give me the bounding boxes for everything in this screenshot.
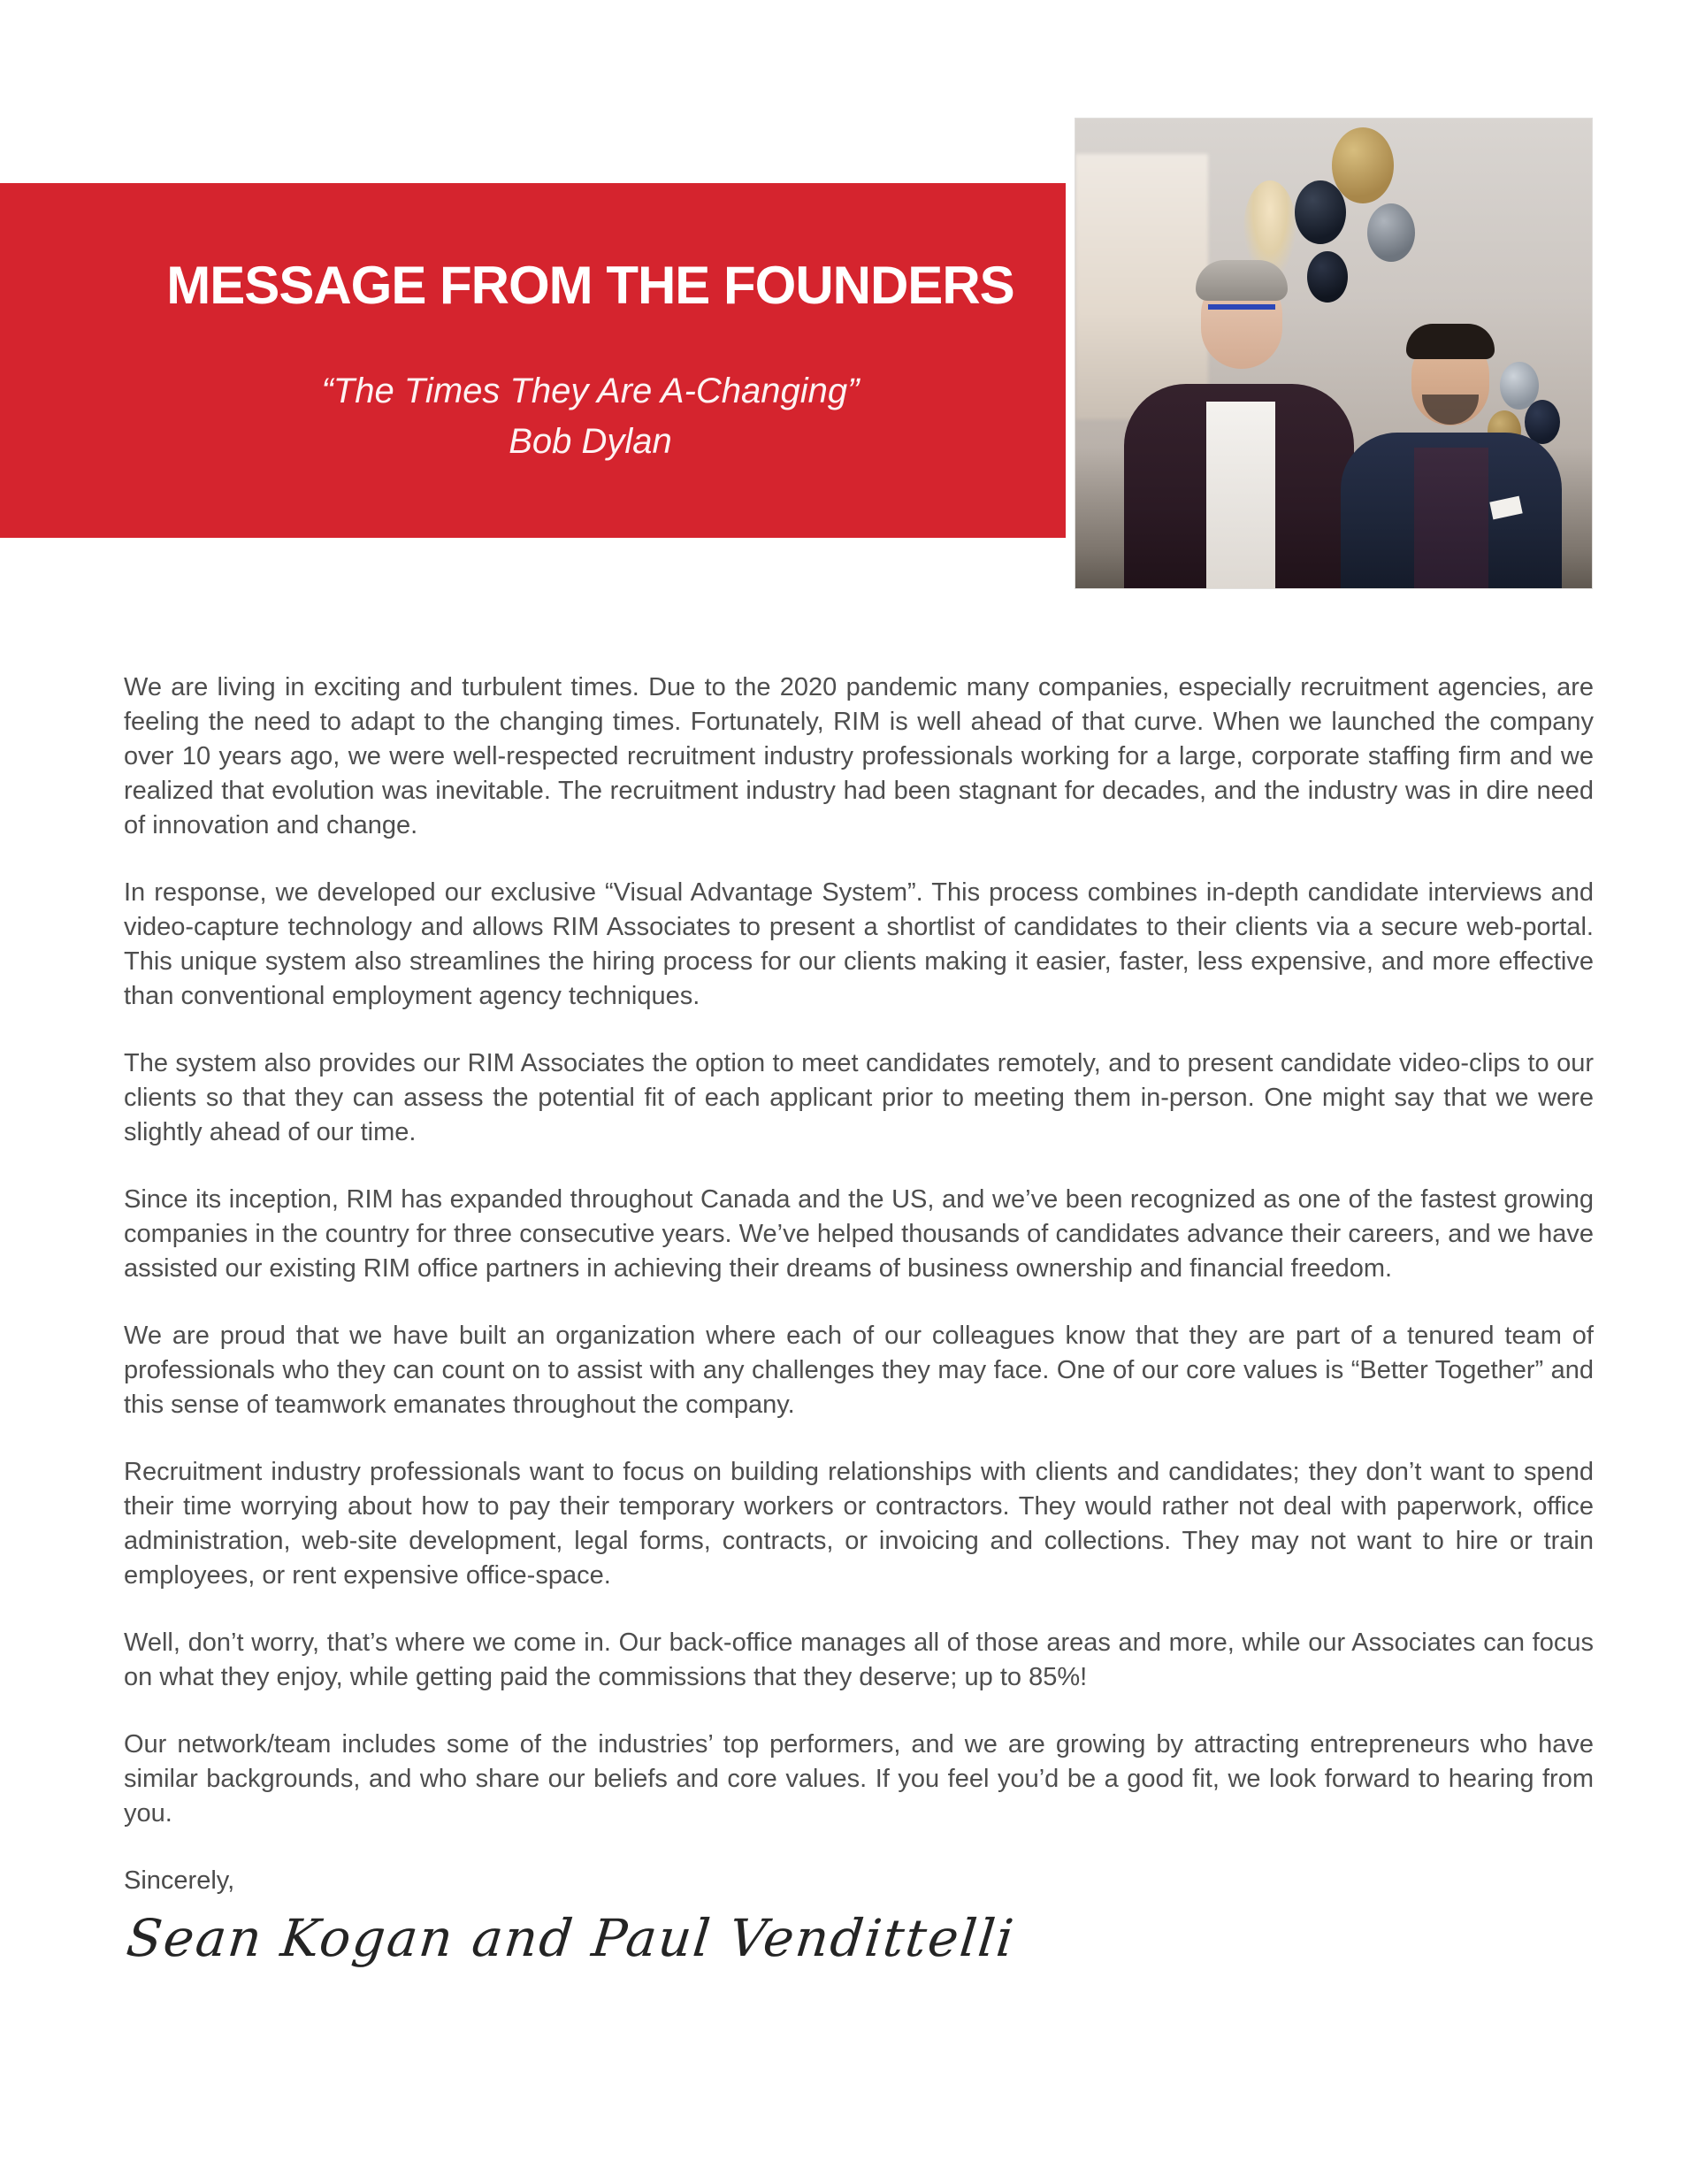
body-paragraph: Since its inception, RIM has expanded throughout Canada and the US, and we’ve been recognized as one of the fastest growing companies in the country for three consecutive years. We’ve helped thousands of candidates advance their careers, and we have assisted our existing RIM office partners in achieving their dreams of business ownership and financial freedom. xyxy=(124,1185,1594,1283)
signature-text: Sean Kogan and Paul Vendittelli xyxy=(123,1908,1018,1968)
letter-body xyxy=(124,671,1594,1967)
photo-figure-right-shirt xyxy=(1414,448,1488,589)
body-paragraph: We are proud that we have built an organization where each of our colleagues know that they are part of a tenured team of professionals who they can count on to assist with any challenges they may face. One of our core values is “Better Together” and this sense of teamwork emanates throughout the company. xyxy=(124,1322,1594,1419)
body-paragraph: The system also provides our RIM Associates the option to meet candidates remotely, and to present candidate video-clips to our clients so that they can assess the potential fit of each applicant prior to meeting them in-person. One might say that we were slightly ahead of our time. xyxy=(124,1049,1594,1146)
body-paragraph: Our network/team includes some of the industries’ top performers, and we are growing by attracting entrepreneurs who have similar backgrounds, and who share our beliefs and core values. If you feel you’d be a good fit, we look forward to hearing from you. xyxy=(124,1730,1594,1828)
photo-figure-right-hair xyxy=(1406,324,1495,359)
body-paragraph: In response, we developed our exclusive “Visual Advantage System”. This process combines in-depth candidate interviews and video-capture technology and allows RIM Associates to present a shortlist of candidates to their clients via a secure web-portal. This unique system also streamlines the hiring process for our clients making it easier, faster, less expensive, and more effective than conventional employment agency techniques. xyxy=(124,878,1594,1010)
photo-window-light xyxy=(1075,154,1208,419)
photo-balloon xyxy=(1295,180,1346,244)
closing-text: Sincerely, xyxy=(124,1866,235,1895)
founders-photo xyxy=(1075,118,1593,589)
body-paragraph: Recruitment industry professionals want to focus on building relationships with clients and candidates; they don’t want to spend their time worrying about how to pay their temporary workers or contractors. They would rather not deal with paperwork, office administration, web-site development, legal forms, contracts, or invoicing and collections. They may not want to hire or train employees, or rent expensive office-space. xyxy=(124,1458,1594,1590)
header-banner xyxy=(0,183,1066,538)
header-banner-content xyxy=(115,183,1066,538)
body-paragraph: Well, don’t worry, that’s where we come in. Our back-office manages all of those areas and more, while our Associates can focus on what they enjoy, while getting paid the commissions that they deserve; up to 85%! xyxy=(124,1628,1594,1691)
photo-balloon xyxy=(1367,203,1415,262)
banner-quote-attribution: Bob Dylan xyxy=(509,422,672,461)
page-title: MESSAGE FROM THE FOUNDERS xyxy=(166,256,1014,315)
photo-balloon xyxy=(1332,127,1394,203)
body-paragraph: We are living in exciting and turbulent times. Due to the 2020 pandemic many companies, especially recruitment agencies, are feeling the need to adapt to the changing times. Fortunately, RIM is well ahead of that curve. When we launched the company over 10 years ago, we were well-respected recruitment industry professionals working for a large, corporate staffing firm and we realized that evolution was inevitable. The recruitment industry had been stagnant for decades, and the industry was in dire need of innovation and change. xyxy=(124,673,1594,839)
photo-figure-left-hair xyxy=(1196,260,1288,301)
photo-balloon xyxy=(1307,251,1348,303)
banner-quote: “The Times They Are A-Changing” xyxy=(321,372,860,410)
photo-figure-left-glasses xyxy=(1208,304,1275,324)
photo-figure-left-shirt xyxy=(1206,402,1275,589)
